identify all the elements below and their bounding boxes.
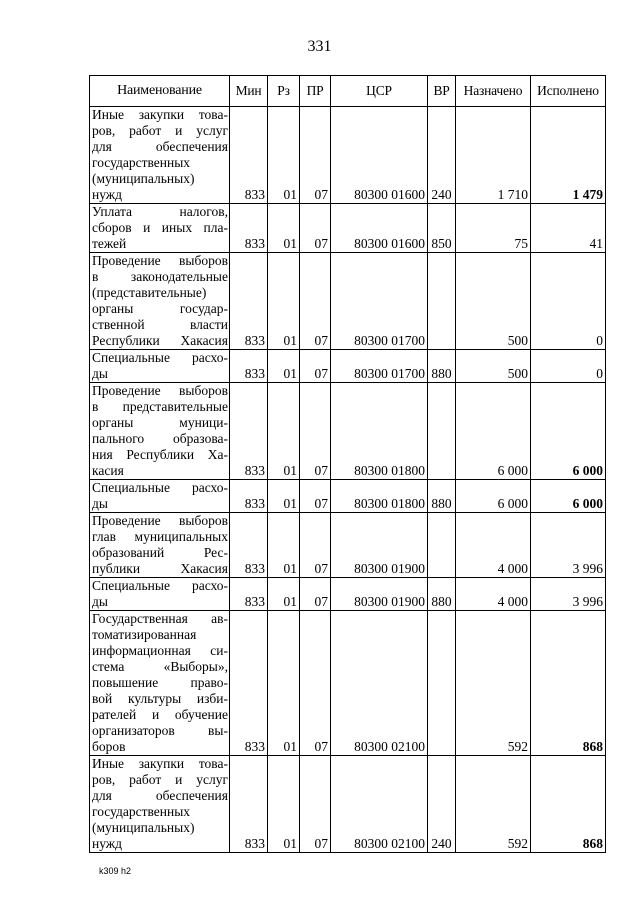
document-code: k309 h2 <box>99 866 132 876</box>
cell-rz: 01 <box>268 383 300 480</box>
name-line: Республики Хакасия <box>92 333 228 348</box>
name-line: Специальные расхо- <box>92 350 228 365</box>
name-line: ния Республики Ха- <box>92 447 228 462</box>
name-line: касия <box>92 463 124 478</box>
name-line: образований Рес- <box>92 545 228 560</box>
name-line: ственной власти <box>92 317 228 332</box>
name-line: информационная си- <box>92 643 228 658</box>
name-line: томатизированная <box>92 627 197 642</box>
cell-assigned: 6 000 <box>456 383 531 480</box>
name-line: нужд <box>92 836 122 851</box>
name-line: ров, работ и услуг <box>92 123 228 138</box>
table-row <box>90 383 606 480</box>
cell-rz: 01 <box>268 480 300 513</box>
table-row <box>90 204 606 253</box>
cell-assigned: 500 <box>456 350 531 383</box>
cell-csr: 80300 02100 <box>331 756 428 853</box>
cell-name <box>90 578 230 611</box>
cell-pr: 07 <box>300 253 331 350</box>
name-line: организаторов вы- <box>92 723 228 738</box>
name-line: Уплата налогов, <box>92 204 228 219</box>
name-line: (представительные) <box>92 285 207 300</box>
header-pr: ПР <box>300 76 331 107</box>
cell-executed: 0 <box>531 350 606 383</box>
cell-name <box>90 480 230 513</box>
cell-executed: 0 <box>531 253 606 350</box>
cell-pr: 07 <box>300 513 331 578</box>
table-header-row <box>90 76 606 107</box>
cell-csr: 80300 02100 <box>331 611 428 756</box>
cell-min: 833 <box>230 383 268 480</box>
cell-csr: 80300 01600 <box>331 204 428 253</box>
cell-rz: 01 <box>268 107 300 204</box>
cell-assigned: 592 <box>456 611 531 756</box>
cell-pr: 07 <box>300 350 331 383</box>
cell-name <box>90 204 230 253</box>
cell-rz: 01 <box>268 611 300 756</box>
name-line: стема «Выборы», <box>92 659 228 674</box>
cell-executed: 6 000 <box>531 480 606 513</box>
table-row <box>90 480 606 513</box>
cell-vr: 880 <box>428 480 456 513</box>
cell-min: 833 <box>230 107 268 204</box>
table-row <box>90 513 606 578</box>
name-line: ров, работ и услуг <box>92 772 228 787</box>
cell-name <box>90 107 230 204</box>
table-row <box>90 350 606 383</box>
cell-assigned: 1 710 <box>456 107 531 204</box>
cell-vr: 850 <box>428 204 456 253</box>
name-line: Специальные расхо- <box>92 480 228 495</box>
name-line: пального образова- <box>92 431 228 446</box>
name-line: Государственная ав- <box>92 611 228 626</box>
cell-csr: 80300 01900 <box>331 578 428 611</box>
cell-min: 833 <box>230 253 268 350</box>
name-line: государственных <box>92 155 191 170</box>
name-line: ды <box>92 366 108 381</box>
cell-rz: 01 <box>268 756 300 853</box>
header-csr: ЦСР <box>331 76 428 107</box>
name-line: Проведение выборов <box>92 253 228 268</box>
name-line: глав муниципальных <box>92 529 228 544</box>
cell-vr <box>428 383 456 480</box>
cell-pr: 07 <box>300 611 331 756</box>
cell-assigned: 6 000 <box>456 480 531 513</box>
name-line: в законодательные <box>92 269 228 284</box>
cell-csr: 80300 01700 <box>331 350 428 383</box>
cell-assigned: 4 000 <box>456 578 531 611</box>
name-line: государственных <box>92 804 191 819</box>
cell-name <box>90 611 230 756</box>
name-line: (муниципальных) <box>92 820 195 835</box>
name-line: ды <box>92 496 108 511</box>
cell-vr <box>428 611 456 756</box>
cell-name <box>90 350 230 383</box>
name-line: публики Хакасия <box>92 561 228 576</box>
cell-pr: 07 <box>300 480 331 513</box>
cell-executed: 6 000 <box>531 383 606 480</box>
cell-pr: 07 <box>300 578 331 611</box>
cell-assigned: 500 <box>456 253 531 350</box>
table-row <box>90 756 606 853</box>
name-line: Проведение выборов <box>92 513 228 528</box>
cell-min: 833 <box>230 350 268 383</box>
cell-rz: 01 <box>268 350 300 383</box>
cell-executed: 1 479 <box>531 107 606 204</box>
header-name: Наименование <box>90 76 230 107</box>
name-line: Специальные расхо- <box>92 578 228 593</box>
header-vr: ВР <box>428 76 456 107</box>
table-row <box>90 253 606 350</box>
page-number: 331 <box>307 38 332 55</box>
name-line: нужд <box>92 187 122 202</box>
cell-assigned: 4 000 <box>456 513 531 578</box>
cell-rz: 01 <box>268 513 300 578</box>
header-rz: Рз <box>268 76 300 107</box>
name-line: боров <box>92 739 126 754</box>
name-line: для обеспечения <box>92 788 228 803</box>
cell-rz: 01 <box>268 253 300 350</box>
cell-vr <box>428 513 456 578</box>
cell-min: 833 <box>230 513 268 578</box>
cell-rz: 01 <box>268 204 300 253</box>
cell-executed: 41 <box>531 204 606 253</box>
name-line: вой культуры изби- <box>92 691 228 706</box>
cell-executed: 3 996 <box>531 578 606 611</box>
cell-csr: 80300 01800 <box>331 383 428 480</box>
cell-min: 833 <box>230 578 268 611</box>
cell-min: 833 <box>230 611 268 756</box>
cell-min: 833 <box>230 480 268 513</box>
cell-name <box>90 513 230 578</box>
table-row <box>90 611 606 756</box>
cell-assigned: 592 <box>456 756 531 853</box>
cell-rz: 01 <box>268 578 300 611</box>
cell-assigned: 75 <box>456 204 531 253</box>
table-body <box>90 107 606 853</box>
cell-csr: 80300 01900 <box>331 513 428 578</box>
name-line: в представительные <box>92 399 228 414</box>
cell-executed: 868 <box>531 611 606 756</box>
name-line: для обеспечения <box>92 139 228 154</box>
header-executed: Исполнено <box>531 76 606 107</box>
name-line: Иные закупки това- <box>92 756 228 771</box>
cell-name <box>90 253 230 350</box>
name-line: (муниципальных) <box>92 171 195 186</box>
cell-vr <box>428 253 456 350</box>
cell-csr: 80300 01800 <box>331 480 428 513</box>
cell-vr: 880 <box>428 578 456 611</box>
cell-csr: 80300 01700 <box>331 253 428 350</box>
cell-vr: 240 <box>428 756 456 853</box>
name-line: рателей и обучение <box>92 707 228 722</box>
table-row <box>90 578 606 611</box>
cell-vr: 240 <box>428 107 456 204</box>
cell-executed: 3 996 <box>531 513 606 578</box>
cell-name <box>90 756 230 853</box>
cell-pr: 07 <box>300 383 331 480</box>
name-line: тежей <box>92 236 127 251</box>
name-line: органы муници- <box>92 415 228 430</box>
header-assigned: Назначено <box>456 76 531 107</box>
name-line: Иные закупки това- <box>92 107 228 122</box>
cell-vr: 880 <box>428 350 456 383</box>
cell-csr: 80300 01600 <box>331 107 428 204</box>
name-line: органы государ- <box>92 301 228 316</box>
name-line: повышение право- <box>92 675 228 690</box>
table-row <box>90 107 606 204</box>
name-line: сборов и иных пла- <box>92 220 228 235</box>
cell-executed: 868 <box>531 756 606 853</box>
cell-name <box>90 383 230 480</box>
cell-pr: 07 <box>300 107 331 204</box>
name-line: ды <box>92 594 108 609</box>
name-line: Проведение выборов <box>92 383 228 398</box>
cell-min: 833 <box>230 756 268 853</box>
cell-pr: 07 <box>300 204 331 253</box>
header-min: Мин <box>230 76 268 107</box>
cell-min: 833 <box>230 204 268 253</box>
cell-pr: 07 <box>300 756 331 853</box>
budget-table <box>89 75 606 853</box>
